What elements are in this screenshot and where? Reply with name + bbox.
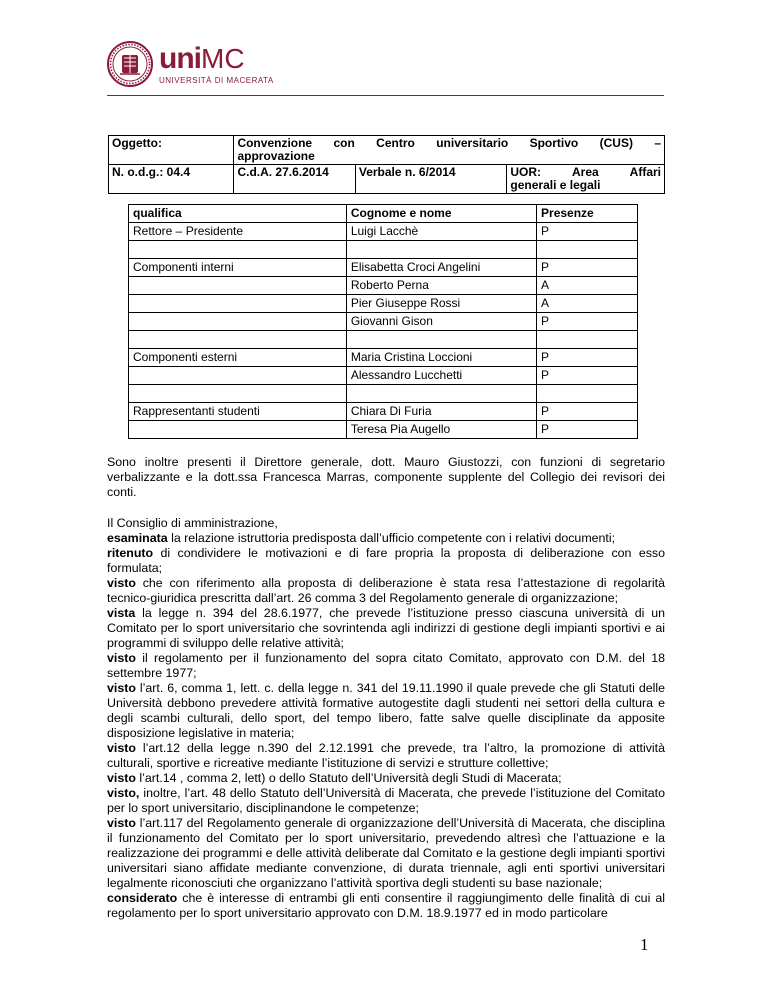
- table-row: [129, 295, 638, 313]
- table-row: [129, 223, 638, 241]
- nome-cell: Maria Cristina Loccioni: [346, 349, 536, 367]
- table-row: [129, 277, 638, 295]
- deliberation-text: [107, 516, 665, 921]
- table-row: [129, 367, 638, 385]
- presenza-cell: [537, 241, 638, 259]
- header-nome: Cognome e nome: [346, 205, 536, 223]
- clause: [107, 651, 665, 681]
- clause-text: l’art.14 , comma 2, lett) o dello Statuto dell’Università degli Studi di Macerata;: [135, 771, 562, 785]
- clause-text: il regolamento per il funzionamento del sopra citato Comitato, approvato con D.M. del 18 settembre 1977;: [107, 651, 665, 680]
- brand-wordmark: [159, 41, 274, 85]
- qualifica-cell: Componenti esterni: [129, 349, 347, 367]
- info-table: [108, 135, 665, 194]
- table-row: [129, 313, 638, 331]
- clause-text: l’art.12 della legge n.390 del 2.12.1991 che prevede, tra l’altro, la promozione di attività culturali, sportive e ricreative mediante l’istituzione di servizi e strutture collettive;: [107, 741, 665, 770]
- brand-uni: uni: [159, 41, 201, 75]
- presenza-cell: [537, 385, 638, 403]
- table-row: [129, 331, 638, 349]
- presenza-cell: [537, 331, 638, 349]
- clause-keyword: visto: [107, 651, 136, 665]
- clause: [107, 681, 665, 741]
- presenza-cell: P: [537, 349, 638, 367]
- brand-mc: MC: [201, 42, 245, 74]
- qualifica-cell: [129, 295, 347, 313]
- attendance-table: [128, 204, 638, 439]
- nome-cell: [346, 241, 536, 259]
- clause: [107, 531, 665, 546]
- clause-keyword: visto,: [107, 786, 140, 800]
- brand-name: [159, 41, 274, 75]
- clause: [107, 786, 665, 816]
- table-row: [129, 349, 638, 367]
- clause-keyword: visto: [107, 816, 136, 830]
- nome-cell: Elisabetta Croci Angelini: [346, 259, 536, 277]
- oggetto-value-line1: Convenzione con Centro universitario Sportivo (CUS) –: [237, 136, 661, 150]
- clause-keyword: ritenuto: [107, 546, 154, 560]
- oggetto-value: [234, 136, 665, 165]
- header-rule: [107, 95, 664, 96]
- header-presenze: Presenze: [537, 205, 638, 223]
- nome-cell: Luigi Lacchè: [346, 223, 536, 241]
- brand-subtitle: UNIVERSITÀ DI MACERATA: [159, 75, 274, 85]
- qualifica-cell: [129, 313, 347, 331]
- clause-keyword: visto: [107, 681, 136, 695]
- qualifica-cell: [129, 367, 347, 385]
- nome-cell: [346, 385, 536, 403]
- oggetto-label: Oggetto:: [109, 136, 234, 165]
- clause-text: l’art.117 del Regolamento generale di organizzazione dell’Università di Macerata, che disciplina il funzionamento del Comitato per lo sport universitario, prevedendo altresì che l’attuazione e la realizzazione dei programmi e delle attività deliberate dal Comitato e la gestione degli impianti sportivi universitari siano affidate mediante convenzione, di durata triennale, agli enti sportivi universitari legalmente riconosciuti che organizzano l’attività sportiva degli studenti su base nazionale;: [107, 816, 665, 890]
- clause-text: di condividere le motivazioni e di fare propria la proposta di deliberazione con esso formulata;: [107, 546, 665, 575]
- presenza-cell: A: [537, 277, 638, 295]
- nome-cell: Roberto Perna: [346, 277, 536, 295]
- intro-paragraph: Sono inoltre presenti il Direttore generale, dott. Mauro Giustozzi, con funzioni di segretario verbalizzante e la dott.ssa Francesca Marras, componente supplente del Collegio dei revisori dei conti.: [107, 455, 665, 499]
- qualifica-cell: Rettore – Presidente: [129, 223, 347, 241]
- qualifica-cell: Componenti interni: [129, 259, 347, 277]
- clause-keyword: visto: [107, 741, 136, 755]
- presenza-cell: P: [537, 421, 638, 439]
- clause-keyword: considerato: [107, 891, 178, 905]
- university-seal-icon: [107, 41, 153, 87]
- clause: [107, 606, 665, 651]
- uor-line1: UOR: Area Affari: [510, 165, 661, 179]
- clause-text: la relazione istruttoria predisposta dall’ufficio competente con i relativi documenti;: [167, 531, 616, 545]
- qualifica-cell: [129, 241, 347, 259]
- presenza-cell: P: [537, 313, 638, 331]
- uor-line2: generali e legali: [510, 178, 601, 192]
- qualifica-cell: [129, 331, 347, 349]
- nome-cell: Chiara Di Furia: [346, 403, 536, 421]
- clause-keyword: esaminata: [107, 531, 168, 545]
- table-row: [129, 403, 638, 421]
- attendance-header-row: [129, 205, 638, 223]
- clause-keyword: vista: [107, 606, 136, 620]
- clause: [107, 771, 665, 786]
- presenza-cell: P: [537, 223, 638, 241]
- table-row: [129, 259, 638, 277]
- oggetto-value-line2: approvazione: [237, 149, 315, 163]
- clause-keyword: visto: [107, 771, 136, 785]
- nome-cell: Alessandro Lucchetti: [346, 367, 536, 385]
- cda-cell: C.d.A. 27.6.2014: [234, 165, 355, 194]
- odg-cell: N. o.d.g.: 04.4: [109, 165, 234, 194]
- council-opening: Il Consiglio di amministrazione,: [107, 516, 278, 530]
- clause: [107, 816, 665, 891]
- nome-cell: Pier Giuseppe Rossi: [346, 295, 536, 313]
- presenza-cell: P: [537, 403, 638, 421]
- clause: [107, 891, 665, 921]
- qualifica-cell: [129, 421, 347, 439]
- presenza-cell: P: [537, 259, 638, 277]
- qualifica-cell: [129, 277, 347, 295]
- clause: [107, 741, 665, 771]
- table-row: [129, 421, 638, 439]
- university-logo: [107, 38, 274, 90]
- clause: [107, 576, 665, 606]
- nome-cell: Teresa Pia Augello: [346, 421, 536, 439]
- qualifica-cell: [129, 385, 347, 403]
- clause-text: l’art. 6, comma 1, lett. c. della legge n. 341 del 19.11.1990 il quale prevede che gli Statuti delle Università debbono prevedere attività formative autogestite dagli studenti nei settori della cultura e degli scambi culturali, dello sport, del tempo libero, fatte salve quelle disciplinate da apposite disposizione legislative in materia;: [107, 681, 665, 740]
- table-row: [129, 241, 638, 259]
- clause-text: che è interesse di entrambi gli enti consentire il raggiungimento delle finalità di cui al regolamento per lo sport universitario approvato con D.M. 18.9.1977 ed in modo particolare: [107, 891, 665, 920]
- presenza-cell: A: [537, 295, 638, 313]
- clause-text: la legge n. 394 del 28.6.1977, che prevede l’istituzione presso ciascuna università di un Comitato per lo sport universitario che sovrintenda agli indirizzi di gestione degli impianti sportivi e ai programmi di sviluppo delle relative attività;: [107, 606, 665, 650]
- qualifica-cell: Rappresentanti studenti: [129, 403, 347, 421]
- nome-cell: Giovanni Gison: [346, 313, 536, 331]
- page-number: 1: [640, 935, 649, 954]
- clause-text: inoltre, l’art. 48 dello Statuto dell’Università di Macerata, che prevede l’istituzione del Comitato per lo sport universitario, disciplinandone le competenze;: [107, 786, 665, 815]
- nome-cell: [346, 331, 536, 349]
- clause: [107, 546, 665, 576]
- clause-text: che con riferimento alla proposta di deliberazione è stata resa l’attestazione di regolarità tecnico-giuridica prescritta dall’art. 26 comma 3 del Regolamento generale di organizzazione;: [107, 576, 665, 605]
- verbale-cell: Verbale n. 6/2014: [355, 165, 507, 194]
- uor-cell: [507, 165, 665, 194]
- clause-keyword: visto: [107, 576, 136, 590]
- header-qualifica: qualifica: [129, 205, 347, 223]
- table-row: [129, 385, 638, 403]
- presenza-cell: P: [537, 367, 638, 385]
